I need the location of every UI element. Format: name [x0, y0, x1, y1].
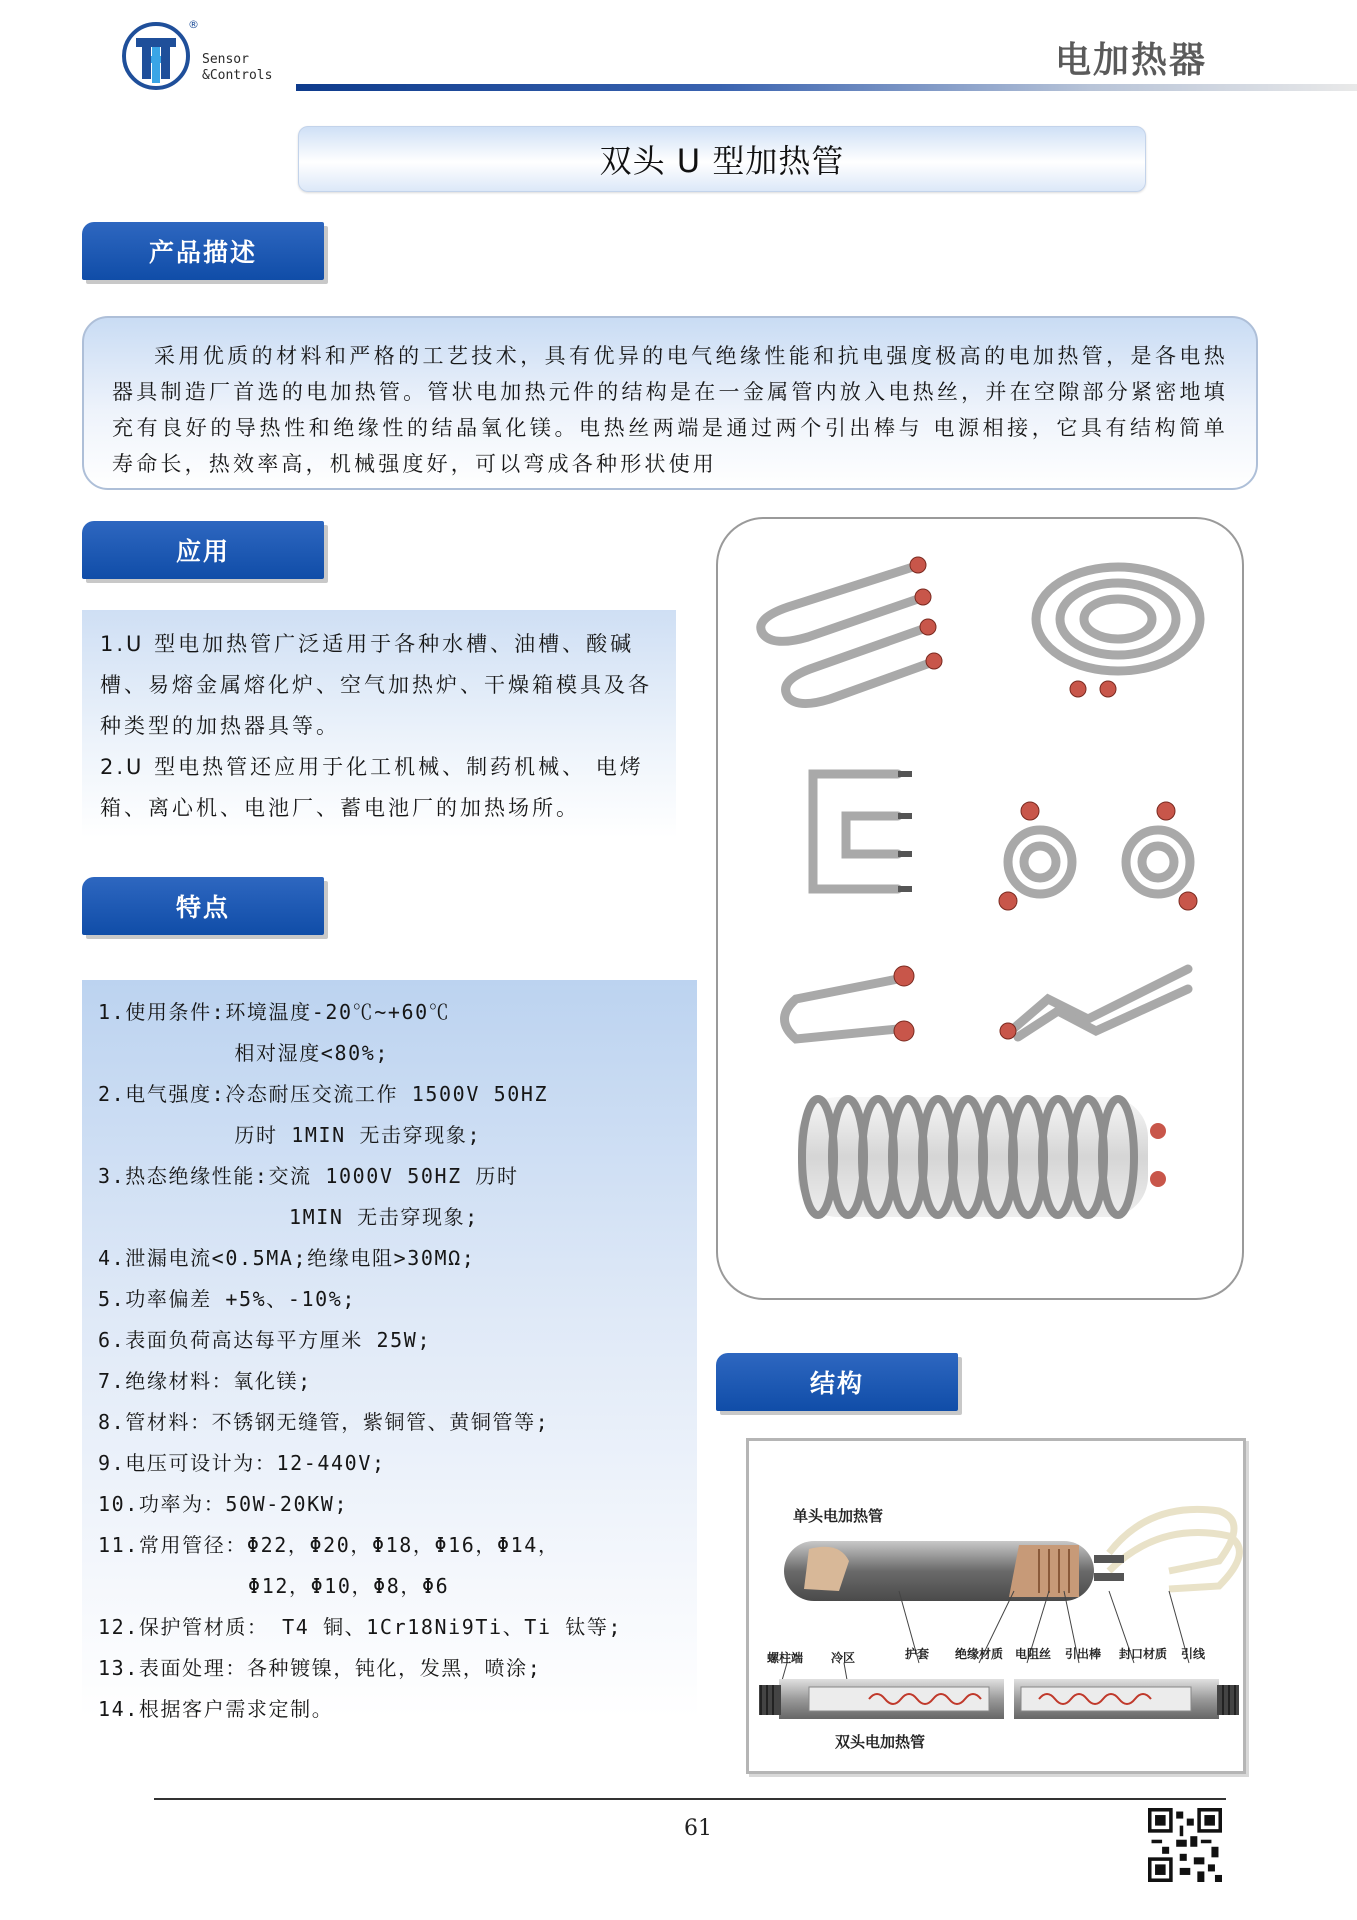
logo-text — [202, 52, 272, 84]
section-tab-features — [82, 877, 324, 935]
feature-line: 6.表面负荷高达每平方厘米 25W; — [98, 1328, 432, 1352]
page-number: 61 — [684, 1816, 712, 1841]
qr-code-icon — [1148, 1808, 1222, 1882]
feature-line: 1.使用条件:环境温度-20℃~+60℃ — [98, 1000, 451, 1024]
section-heading: 特点 — [175, 893, 230, 922]
coil-heater-illustration — [798, 1097, 1166, 1217]
feature-line: 10.功率为：50W-20KW; — [98, 1492, 349, 1516]
section-heading: 产品描述 — [148, 238, 257, 267]
title-banner — [298, 126, 1146, 192]
feature-line: 14.根据客户需求定制。 — [98, 1697, 334, 1721]
label-lead-wire: 引线 — [1181, 1647, 1206, 1661]
page-title: 双头 U 型加热管 — [599, 142, 845, 180]
section-heading: 应用 — [175, 537, 230, 566]
category-title: 电加热器 — [1054, 40, 1207, 81]
label-terminal-screw: 螺柱端 — [767, 1651, 804, 1665]
feature-line: 5.功率偏差 +5%、-10%; — [98, 1287, 357, 1311]
section-tab-application — [82, 521, 324, 579]
feature-line: 12.保护管材质： T4 铜、1Cr18Ni9Ti、Ti 钛等; — [98, 1615, 623, 1639]
description-text: 采用优质的材料和严格的工艺技术，具有优异的电气绝缘性能和抗电强度极高的电加热管，是各电热器具制造厂首选的电加热管。管状电加热元件的结构是在一金属管内放入电热丝，并在空隙部分紧密地填充有良好的导热性和绝缘性的结晶氧化镁。电热丝两端是通过两个引出棒与 电源相接，它具有结构简单寿命长，热效率高，机械强度好，可以弯成各种形状使用 — [112, 344, 1228, 476]
application-box — [82, 610, 676, 838]
structure-diagram — [746, 1438, 1246, 1774]
feature-line: Φ12，Φ10，Φ8，Φ6 — [98, 1574, 450, 1598]
logo-text-line1: Sensor — [202, 52, 249, 67]
label-seal: 封口材质 — [1119, 1647, 1168, 1661]
application-item-2: 2.U 型电热管还应用于化工机械、制药机械、 电烤箱、离心机、电池厂、蓄电池厂的加热场所。 — [100, 755, 644, 820]
feature-line: 2.电气强度:冷态耐压交流工作 1500V 50HZ — [98, 1082, 549, 1106]
feature-line: 相对湿度<80%; — [98, 1041, 390, 1065]
double-head-caption: 双头电加热管 — [835, 1733, 926, 1751]
registered-mark: ® — [188, 18, 199, 31]
feature-line: 7.绝缘材料：氧化镁; — [98, 1369, 312, 1393]
single-head-caption: 单头电加热管 — [793, 1507, 884, 1525]
feature-line: 4.泄漏电流<0.5MA;绝缘电阻>30MΩ; — [98, 1246, 476, 1270]
label-insulation: 绝缘材质 — [955, 1647, 1004, 1661]
logo-text-line2: &Controls — [202, 68, 273, 83]
company-logo — [118, 18, 294, 98]
feature-line: 13.表面处理：各种镀镍，钝化，发黑，喷涂; — [98, 1656, 542, 1680]
footer-divider — [154, 1798, 1226, 1800]
label-cold-zone: 冷区 — [831, 1651, 856, 1665]
section-tab-structure — [716, 1353, 958, 1411]
label-sheath: 护套 — [905, 1647, 930, 1661]
header-divider — [296, 84, 1357, 91]
heater-structure-illustration — [749, 1441, 1243, 1771]
description-box — [82, 316, 1258, 490]
features-box — [82, 980, 697, 1721]
feature-line: 历时 1MIN 无击穿现象; — [98, 1123, 482, 1147]
section-tab-description — [82, 222, 324, 280]
feature-line: 8.管材料：不锈钢无缝管，紫铜管、黄铜管等; — [98, 1410, 550, 1434]
heater-photos-illustration — [718, 519, 1246, 1302]
section-heading: 结构 — [809, 1369, 864, 1398]
application-item-1: 1.U 型电加热管广泛适用于各种水槽、油槽、酸碱槽、易熔金属熔化炉、空气加热炉、干燥箱模具及各种类型的加热器具等。 — [100, 632, 652, 738]
logo-mark-icon — [122, 22, 190, 90]
feature-line: 1MIN 无击穿现象; — [98, 1205, 479, 1229]
feature-line: 9.电压可设计为：12-440V; — [98, 1451, 386, 1475]
feature-line: 11.常用管径：Φ22，Φ20，Φ18，Φ16，Φ14， — [98, 1533, 560, 1557]
label-resistance-wire: 电阻丝 — [1015, 1647, 1052, 1661]
feature-line: 3.热态绝缘性能:交流 1000V 50HZ 历时 — [98, 1164, 519, 1188]
label-lead-rod: 引出棒 — [1065, 1647, 1102, 1661]
product-photo-panel — [716, 517, 1244, 1300]
